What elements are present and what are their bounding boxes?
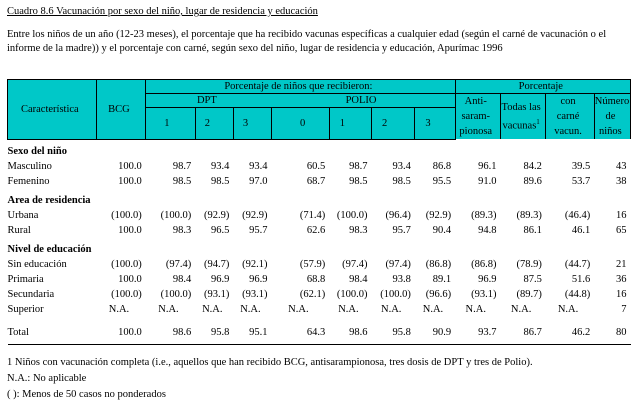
table-row: [8, 224, 631, 237]
header-porcentaje-group: Porcentaje de niños que recibieron:: [146, 80, 455, 94]
table-cell: N.A.: [338, 303, 359, 315]
table-cell: 95.7: [249, 224, 268, 236]
section-header-row: [8, 145, 631, 158]
table-cell: 96.9: [249, 273, 268, 285]
table-cell: (97.4): [165, 258, 192, 270]
table-cell: N.A.: [380, 303, 402, 315]
table-cell: N.A.: [108, 303, 130, 315]
table-cell: 46.2: [571, 326, 591, 338]
table-title: Cuadro 8.6 Vacunación por sexo del niño, lugar de residencia y educación: [7, 6, 318, 17]
vaccination-table: [7, 79, 631, 345]
table-cell: 64.3: [306, 326, 326, 338]
table-cell: (92.9): [203, 209, 230, 221]
table-cell: 100.0: [118, 224, 142, 236]
header-polio-2: 2: [372, 108, 415, 139]
table-row: [8, 273, 631, 286]
table-cell: 46.1: [571, 224, 591, 236]
table-cell: 86.8: [432, 160, 452, 172]
row-label: Primaria: [7, 273, 44, 285]
section-title: Nivel de educación: [7, 243, 92, 255]
row-label: Femenino: [7, 175, 50, 187]
table-cell: 98.4: [172, 273, 192, 285]
header-numero-ninos: Número de niños: [594, 94, 630, 140]
row-label: Masculino: [7, 160, 52, 172]
row-label: Sin educación: [7, 258, 67, 270]
table-cell: 16: [616, 288, 627, 300]
header-todas-vacunas: Todas las vacunas$^1$: [500, 94, 545, 140]
header-dpt-3: 3: [233, 108, 271, 139]
table-cell: (92.9): [242, 209, 268, 221]
table-cell: 98.3: [172, 224, 192, 236]
table-cell: 97.0: [249, 175, 268, 187]
table-cell: (89.3): [516, 209, 542, 221]
header-polio-3: 3: [415, 108, 455, 139]
table-cell: (96.4): [385, 209, 411, 221]
table-cell: 93.7: [478, 326, 497, 338]
table-cell: 89.1: [432, 273, 452, 285]
table-cell: 87.5: [523, 273, 542, 285]
table-cell: (44.7): [564, 258, 591, 270]
table-cell: (57.9): [299, 258, 326, 270]
table-cell: 93.4: [249, 160, 268, 172]
table-cell: 98.7: [349, 160, 368, 172]
table-cell: (78.9): [516, 258, 542, 270]
table-cell: 98.5: [349, 175, 368, 187]
table-cell: (100.0): [111, 258, 142, 270]
table-cell: 60.5: [306, 160, 326, 172]
section-title: Area de residencia: [7, 194, 91, 206]
table-cell: 53.7: [571, 175, 591, 187]
table-cell: 100.0: [118, 175, 142, 187]
table-cell: N.A.: [465, 303, 486, 315]
footnote-parentheses: ( ): Menos de 50 casos no ponderados: [7, 389, 166, 400]
table-cell: (92.9): [425, 209, 452, 221]
table-cell: (100.0): [160, 209, 192, 221]
table-cell: 93.8: [392, 273, 411, 285]
table-cell: (97.4): [385, 258, 411, 270]
table-cell: 68.8: [306, 273, 326, 285]
header-dpt-1: 1: [146, 108, 196, 139]
table-cell: 62.6: [306, 224, 326, 236]
table-cell: 95.1: [249, 326, 268, 338]
table-cell: (92.1): [242, 258, 268, 270]
table-row: [8, 175, 631, 188]
table-cell: 95.8: [210, 326, 230, 338]
table-cell: 90.9: [432, 326, 452, 338]
table-cell: (100.0): [111, 209, 142, 221]
row-label: Total: [7, 326, 29, 338]
table-cell: (97.4): [342, 258, 368, 270]
table-cell: (100.0): [160, 288, 192, 300]
footnotes: [7, 355, 533, 403]
table-cell: 91.0: [478, 175, 497, 187]
table-cell: N.A.: [240, 303, 261, 315]
table-cell: (100.0): [336, 209, 368, 221]
header-caracteristica: Característica: [8, 80, 97, 140]
table-cell: 7: [621, 303, 627, 315]
header-con-carne: con carné vacun.: [546, 94, 594, 140]
row-label: Superior: [7, 303, 44, 315]
table-cell: 98.7: [172, 160, 192, 172]
table-cell: 96.9: [210, 273, 230, 285]
table-cell: N.A.: [202, 303, 223, 315]
table-row: [8, 209, 631, 222]
table-cell: 98.4: [349, 273, 368, 285]
table-row: [8, 258, 631, 271]
table-cell: N.A.: [510, 303, 532, 315]
table-cell: 100.0: [118, 326, 142, 338]
table-row: [8, 303, 631, 316]
table-cell: 98.6: [172, 326, 192, 338]
header-polio-1: 1: [329, 108, 371, 139]
footnote-na: N.A.: No aplicable: [7, 373, 87, 384]
table-cell: (62.1): [299, 288, 326, 300]
table-cell: 98.5: [210, 175, 230, 187]
header-polio: POLIO: [272, 94, 456, 108]
table-cell: 93.4: [210, 160, 230, 172]
table-row: [8, 326, 631, 339]
table-cell: (94.7): [203, 258, 230, 270]
header-bcg: BCG: [96, 80, 146, 140]
table-cell: 96.1: [478, 160, 497, 172]
table-cell: 65: [616, 224, 627, 236]
spacer-row: [8, 339, 631, 345]
table-cell: 98.6: [349, 326, 368, 338]
table-cell: 100.0: [118, 160, 142, 172]
table-cell: N.A.: [288, 303, 309, 315]
table-cell: 43: [616, 160, 627, 172]
table-cell: 68.7: [306, 175, 326, 187]
table-cell: (89.3): [471, 209, 497, 221]
table-cell: 51.6: [571, 273, 591, 285]
table-cell: 98.3: [349, 224, 368, 236]
table-cell: 84.2: [523, 160, 542, 172]
table-cell: (93.1): [471, 288, 497, 300]
footnote-1: 1 Niños con vacunación completa (i.e., aquellos que han recibido BCG, antisarampionosa, tres dosis de DPT y tres de Polio).: [7, 357, 533, 368]
header-polio-0: 0: [272, 108, 330, 139]
row-label: Rural: [7, 224, 31, 236]
table-cell: 86.1: [523, 224, 542, 236]
table-cell: 95.5: [432, 175, 452, 187]
table-cell: 80: [616, 326, 627, 338]
table-cell: 94.8: [478, 224, 497, 236]
section-title: Sexo del niño: [7, 145, 68, 157]
table-cell: 98.5: [392, 175, 411, 187]
table-cell: 16: [616, 209, 627, 221]
table-cell: (44.8): [564, 288, 591, 300]
table-cell: 100.0: [118, 273, 142, 285]
row-label: Urbana: [7, 209, 39, 221]
table-cell: 86.7: [523, 326, 542, 338]
table-cell: (86.8): [425, 258, 452, 270]
table-cell: N.A.: [557, 303, 579, 315]
table-cell: 96.9: [478, 273, 497, 285]
header-porcentaje: Porcentaje: [455, 80, 630, 94]
header-dpt-2: 2: [195, 108, 233, 139]
table-cell: (86.8): [471, 258, 497, 270]
section-header-row: [8, 194, 631, 207]
header-dpt: DPT: [146, 94, 272, 108]
row-label: Secundaria: [7, 288, 55, 300]
table-cell: (100.0): [380, 288, 411, 300]
table-cell: 39.5: [571, 160, 591, 172]
table-cell: 93.4: [392, 160, 411, 172]
table-cell: 95.8: [392, 326, 411, 338]
table-intro: Entre los niños de un año (12-23 meses), el porcentaje que ha recibido vacunas específicas a cualquier edad (según el carné de vacunación o el informe de la madre)) y el porcentaje con carné, según sexo del niño, lugar de residencia y educación, Apurímac 1996: [7, 29, 607, 54]
table-cell: (89.7): [516, 288, 542, 300]
table-cell: 89.6: [523, 175, 542, 187]
table-body: [8, 139, 631, 344]
table-cell: 98.5: [172, 175, 192, 187]
table-cell: (100.0): [336, 288, 368, 300]
header-antisarampionosa: Anti- saram- pionosa: [455, 94, 500, 140]
table-cell: N.A.: [422, 303, 444, 315]
table-cell: N.A.: [158, 303, 179, 315]
table-cell: (93.1): [242, 288, 268, 300]
table-cell: 95.7: [392, 224, 411, 236]
table-cell: (96.6): [425, 288, 452, 300]
table-cell: 36: [616, 273, 627, 285]
table-cell: (100.0): [111, 288, 142, 300]
table-row: [8, 160, 631, 173]
table-cell: 96.5: [210, 224, 230, 236]
table-row: [8, 288, 631, 301]
table-cell: 90.4: [432, 224, 452, 236]
table-cell: 21: [616, 258, 627, 270]
table-cell: 38: [616, 175, 627, 187]
table-cell: (46.4): [564, 209, 591, 221]
section-header-row: [8, 243, 631, 256]
table-cell: (71.4): [299, 209, 326, 221]
table-cell: (93.1): [203, 288, 230, 300]
